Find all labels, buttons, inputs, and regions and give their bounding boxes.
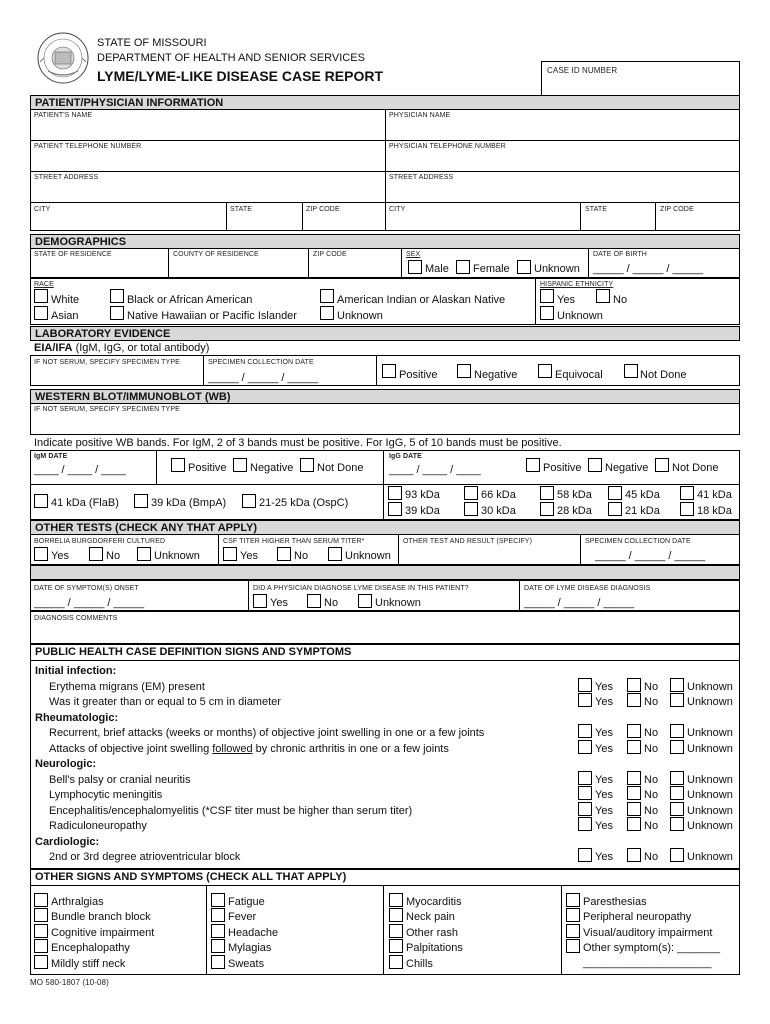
csf-label: CSF TITER HIGHER THAN SERUM TITER* xyxy=(223,538,365,545)
cognitive-checkbox[interactable] xyxy=(34,924,48,938)
igm-notdone-checkbox[interactable] xyxy=(300,458,314,472)
physician-zip-field[interactable]: ZIP CODE xyxy=(660,206,694,213)
igg-18kda-label: 18 kDa xyxy=(697,505,732,517)
race-asian-checkbox[interactable] xyxy=(34,306,48,320)
missouri-seal-icon xyxy=(36,31,90,85)
wb-specimen-type-label: IF NOT SERUM, SPECIFY SPECIMEN TYPE xyxy=(34,406,180,413)
rheum-attacks-label: Attacks of objective joint swelling followed by chronic arthritis in one or a few joints xyxy=(49,743,449,755)
igg-93kda-label: 93 kDa xyxy=(405,489,440,501)
eia-positive-label: Positive xyxy=(399,369,438,381)
radiculoneuropathy-label: Radiculoneuropathy xyxy=(49,820,147,832)
race-aian-label: American Indian or Alaskan Native xyxy=(337,294,506,306)
patient-zip-field[interactable]: ZIP CODE xyxy=(306,206,340,213)
igg-21kda-checkbox[interactable] xyxy=(608,502,622,516)
av-yes-checkbox[interactable] xyxy=(578,848,592,862)
igm-date-label: IgM DATE xyxy=(34,453,68,460)
lymph-unknown-checkbox[interactable] xyxy=(670,786,684,800)
em5-unknown-label: Unknown xyxy=(687,696,733,708)
em5-no-checkbox[interactable] xyxy=(627,693,641,707)
av-no-label: No xyxy=(644,851,659,863)
fatigue-label: Fatigue xyxy=(228,896,265,908)
rheum1-yes-checkbox[interactable] xyxy=(578,724,592,738)
igg-93kda-checkbox[interactable] xyxy=(388,486,402,500)
rheum2-no-label: No xyxy=(644,743,659,755)
arthralgias-checkbox[interactable] xyxy=(34,893,48,907)
bell-unknown-label: Unknown xyxy=(687,774,733,786)
signs-section-header: PUBLIC HEALTH CASE DEFINITION SIGNS AND SYMPTOMS xyxy=(35,646,352,658)
peripheral-neuropathy-checkbox[interactable] xyxy=(566,908,580,922)
myocarditis-label: Myocarditis xyxy=(406,896,462,908)
sex-label: SEX xyxy=(406,251,421,258)
radic-no-label: No xyxy=(644,820,659,832)
igg-39kda-label: 39 kDa xyxy=(405,505,440,517)
eia-specimen-type-field[interactable]: IF NOT SERUM, SPECIFY SPECIMEN TYPE xyxy=(34,359,180,366)
rheumatologic-heading: Rheumatologic: xyxy=(35,712,119,724)
diagnose-no-checkbox[interactable] xyxy=(307,594,321,608)
csf-no-label: No xyxy=(294,550,309,562)
diagnosis-date-blank[interactable]: _____ / _____ / _____ xyxy=(524,597,635,609)
borrelia-unknown-label: Unknown xyxy=(154,550,200,562)
visual-auditory-checkbox[interactable] xyxy=(566,924,580,938)
igg-41kda-checkbox[interactable] xyxy=(680,486,694,500)
chills-label: Chills xyxy=(406,958,433,970)
bundle-branch-checkbox[interactable] xyxy=(34,908,48,922)
patient-physician-section-header: PATIENT/PHYSICIAN INFORMATION xyxy=(30,95,740,110)
igg-45kda-label: 45 kDa xyxy=(625,489,660,501)
race-black-label: Black or African American xyxy=(127,294,253,306)
headache-label: Headache xyxy=(228,927,279,939)
borrelia-unknown-checkbox[interactable] xyxy=(137,547,151,561)
eia-equivocal-label: Equivocal xyxy=(555,369,603,381)
bell-yes-label: Yes xyxy=(595,774,613,786)
eia-collection-date-label: SPECIMEN COLLECTION DATE xyxy=(208,359,314,366)
stiff-neck-label: Mildly stiff neck xyxy=(51,958,126,970)
hispanic-label: HISPANIC ETHNICITY xyxy=(540,281,614,288)
diagnosis-comments-field[interactable] xyxy=(30,611,740,644)
em5-yes-checkbox[interactable] xyxy=(578,693,592,707)
demographics-zip-field[interactable]: ZIP CODE xyxy=(313,251,347,258)
enceph-yes-label: Yes xyxy=(595,805,613,817)
hispanic-unknown-label: Unknown xyxy=(557,310,603,322)
race-nhpi-label: Native Hawaiian or Pacific Islander xyxy=(127,310,297,322)
rheum-recurrent-label: Recurrent, brief attacks (weeks or months) of objective joint swelling in one or a few joints xyxy=(49,727,485,739)
onset-label: DATE OF SYMPTOM(S) ONSET xyxy=(34,585,139,592)
igg-notdone-label: Not Done xyxy=(672,462,719,474)
rheum2-unknown-label: Unknown xyxy=(687,743,733,755)
dob-label: DATE OF BIRTH xyxy=(593,251,647,258)
igm-negative-checkbox[interactable] xyxy=(233,458,247,472)
lymphocytic-meningitis-label: Lymphocytic meningitis xyxy=(49,789,163,801)
eia-equivocal-checkbox[interactable] xyxy=(538,364,552,378)
sweats-label: Sweats xyxy=(228,958,265,970)
sex-unknown-label: Unknown xyxy=(534,263,580,275)
neurologic-heading: Neurologic: xyxy=(35,758,97,770)
igg-41kda-label: 41 kDa xyxy=(697,489,732,501)
race-aian-checkbox[interactable] xyxy=(320,289,334,303)
sex-unknown-checkbox[interactable] xyxy=(517,260,531,274)
other-signs-section-header: OTHER SIGNS AND SYMPTOMS (CHECK ALL THAT APPLY) xyxy=(35,871,347,883)
enceph-unknown-checkbox[interactable] xyxy=(670,802,684,816)
igm-41kda-checkbox[interactable] xyxy=(34,494,48,508)
igg-28kda-checkbox[interactable] xyxy=(540,502,554,516)
rheum1-yes-label: Yes xyxy=(595,727,613,739)
borrelia-no-label: No xyxy=(106,550,121,562)
bell-no-label: No xyxy=(644,774,659,786)
igm-41kda-label: 41 kDa (FlaB) xyxy=(51,497,119,509)
laboratory-section-header: LABORATORY EVIDENCE xyxy=(30,326,740,341)
sweats-checkbox[interactable] xyxy=(211,955,225,969)
physician-city-field[interactable]: CITY xyxy=(389,206,406,213)
rheum1-no-label: No xyxy=(644,727,659,739)
av-block-label: 2nd or 3rd degree atrioventricular block xyxy=(49,851,241,863)
race-white-checkbox[interactable] xyxy=(34,289,48,303)
form-number: MO 580-1807 (10-08) xyxy=(30,978,109,987)
paresthesias-label: Paresthesias xyxy=(583,896,647,908)
diagnose-no-label: No xyxy=(324,597,339,609)
igg-58kda-label: 58 kDa xyxy=(557,489,592,501)
other-symptoms-checkbox[interactable] xyxy=(566,939,580,953)
race-asian-label: Asian xyxy=(51,310,79,322)
rheum1-unknown-label: Unknown xyxy=(687,727,733,739)
em5-unknown-checkbox[interactable] xyxy=(670,693,684,707)
igm-2125kda-label: 21-25 kDa (OspC) xyxy=(259,497,349,509)
lymph-yes-label: Yes xyxy=(595,789,613,801)
state-heading: STATE OF MISSOURI xyxy=(97,37,207,49)
igm-2125kda-checkbox[interactable] xyxy=(242,494,256,508)
initial-infection-heading: Initial infection: xyxy=(35,665,117,677)
race-unknown-checkbox[interactable] xyxy=(320,306,334,320)
borrelia-yes-label: Yes xyxy=(51,550,69,562)
av-unknown-label: Unknown xyxy=(687,851,733,863)
em-5cm-label: Was it greater than or equal to 5 cm in diameter xyxy=(49,696,281,708)
igg-45kda-checkbox[interactable] xyxy=(608,486,622,500)
county-field[interactable]: COUNTY OF RESIDENCE xyxy=(173,251,259,258)
other-symptoms-label: Other symptom(s): _______ xyxy=(583,942,720,954)
mylagias-checkbox[interactable] xyxy=(211,939,225,953)
em-unknown-checkbox[interactable] xyxy=(670,678,684,692)
hispanic-yes-label: Yes xyxy=(557,294,575,306)
borrelia-label: BORRELIA BURGDORFERI CULTURED xyxy=(34,538,166,545)
igg-date-blank[interactable]: ____ / ____ / ____ xyxy=(389,464,481,476)
patient-phone-field[interactable]: PATIENT TELEPHONE NUMBER xyxy=(34,143,142,150)
enceph-no-checkbox[interactable] xyxy=(627,802,641,816)
other-test-field[interactable]: OTHER TEST AND RESULT (SPECIFY) xyxy=(403,538,532,545)
diagnosis-date-label: DATE OF LYME DISEASE DIAGNOSIS xyxy=(524,585,651,592)
diagnose-unknown-checkbox[interactable] xyxy=(358,594,372,608)
mylagias-label: Mylagias xyxy=(228,942,272,954)
patient-name-field[interactable]: PATIENT'S NAME xyxy=(34,112,93,119)
physician-phone-field[interactable]: PHYSICIAN TELEPHONE NUMBER xyxy=(389,143,506,150)
rheum2-yes-checkbox[interactable] xyxy=(578,740,592,754)
diagnose-yes-label: Yes xyxy=(270,597,288,609)
eia-notdone-checkbox[interactable] xyxy=(624,364,638,378)
csf-unknown-checkbox[interactable] xyxy=(328,547,342,561)
arthralgias-label: Arthralgias xyxy=(51,896,104,908)
race-nhpi-checkbox[interactable] xyxy=(110,306,124,320)
em-yes-checkbox[interactable] xyxy=(578,678,592,692)
igg-66kda-label: 66 kDa xyxy=(481,489,516,501)
case-id-label: CASE ID NUMBER xyxy=(547,66,618,75)
bell-yes-checkbox[interactable] xyxy=(578,771,592,785)
em-yes-label: Yes xyxy=(595,681,613,693)
section-divider-bar xyxy=(30,565,740,580)
em-no-checkbox[interactable] xyxy=(627,678,641,692)
igm-negative-label: Negative xyxy=(250,462,294,474)
igm-notdone-label: Not Done xyxy=(317,462,364,474)
state-of-residence-field[interactable]: STATE OF RESIDENCE xyxy=(34,251,112,258)
diagnosis-comments-label: DIAGNOSIS COMMENTS xyxy=(34,615,118,622)
igg-30kda-label: 30 kDa xyxy=(481,505,516,517)
physician-diagnose-label: DID A PHYSICIAN DIAGNOSE LYME DISEASE IN THIS PATIENT? xyxy=(253,585,469,592)
eia-negative-checkbox[interactable] xyxy=(457,364,471,378)
em5-yes-label: Yes xyxy=(595,696,613,708)
av-yes-label: Yes xyxy=(595,851,613,863)
physician-state-field[interactable]: STATE xyxy=(585,206,608,213)
physician-street-field[interactable]: STREET ADDRESS xyxy=(389,174,454,181)
other-rash-checkbox[interactable] xyxy=(389,924,403,938)
form-title: LYME/LYME-LIKE DISEASE CASE REPORT xyxy=(97,68,384,84)
em-unknown-label: Unknown xyxy=(687,681,733,693)
igg-39kda-checkbox[interactable] xyxy=(388,502,402,516)
borrelia-yes-checkbox[interactable] xyxy=(34,547,48,561)
igg-21kda-label: 21 kDa xyxy=(625,505,660,517)
bell-unknown-checkbox[interactable] xyxy=(670,771,684,785)
dob-blank[interactable]: _____ / _____ / _____ xyxy=(593,263,704,275)
peripheral-neuropathy-label: Peripheral neuropathy xyxy=(583,911,692,923)
demographics-section-header: DEMOGRAPHICS xyxy=(30,234,740,249)
rheum2-yes-label: Yes xyxy=(595,743,613,755)
chills-checkbox[interactable] xyxy=(389,955,403,969)
wb-bands-note: Indicate positive WB bands. For IgM, 2 of 3 bands must be positive. For IgG, 5 of 10 bands must be positive. xyxy=(34,437,562,449)
fever-checkbox[interactable] xyxy=(211,908,225,922)
encephalopathy-label: Encephalopathy xyxy=(51,942,130,954)
lymph-unknown-label: Unknown xyxy=(687,789,733,801)
other-tests-section-header: OTHER TESTS (CHECK ANY THAT APPLY) xyxy=(30,520,740,535)
radic-yes-checkbox[interactable] xyxy=(578,817,592,831)
hispanic-no-label: No xyxy=(613,294,628,306)
western-blot-section-header: WESTERN BLOT/IMMUNOBLOT (WB) xyxy=(30,389,740,404)
eia-heading: EIA/IFA (IgM, IgG, or total antibody) xyxy=(34,342,210,354)
sex-female-label: Female xyxy=(473,263,510,275)
fever-label: Fever xyxy=(228,911,257,923)
race-label: RACE xyxy=(34,281,54,288)
neck-pain-checkbox[interactable] xyxy=(389,908,403,922)
csf-yes-label: Yes xyxy=(240,550,258,562)
palpitations-checkbox[interactable] xyxy=(389,939,403,953)
enceph-unknown-label: Unknown xyxy=(687,805,733,817)
other-symptoms-blank[interactable]: _____________________ xyxy=(583,957,712,969)
lymph-yes-checkbox[interactable] xyxy=(578,786,592,800)
patient-city-field[interactable]: CITY xyxy=(34,206,51,213)
igg-66kda-checkbox[interactable] xyxy=(464,486,478,500)
igm-positive-checkbox[interactable] xyxy=(171,458,185,472)
eia-collection-date-blank[interactable]: _____ / _____ / _____ xyxy=(208,372,319,384)
radic-no-checkbox[interactable] xyxy=(627,817,641,831)
bundle-branch-label: Bundle branch block xyxy=(51,911,151,923)
igm-date-blank[interactable]: ____ / ____ / ____ xyxy=(34,464,126,476)
igg-date-label: IgG DATE xyxy=(389,453,422,460)
headache-checkbox[interactable] xyxy=(211,924,225,938)
physician-name-field[interactable]: PHYSICIAN NAME xyxy=(389,112,451,119)
cognitive-label: Cognitive impairment xyxy=(51,927,155,939)
eia-notdone-label: Not Done xyxy=(640,369,687,381)
bell-no-checkbox[interactable] xyxy=(627,771,641,785)
fatigue-checkbox[interactable] xyxy=(211,893,225,907)
encephalitis-label: Encephalitis/encephalomyelitis (*CSF titer must be higher than serum titer) xyxy=(49,805,413,817)
bells-palsy-label: Bell's palsy or cranial neuritis xyxy=(49,774,191,786)
em5-no-label: No xyxy=(644,696,659,708)
csf-unknown-label: Unknown xyxy=(345,550,391,562)
igg-28kda-label: 28 kDa xyxy=(557,505,592,517)
av-no-checkbox[interactable] xyxy=(627,848,641,862)
sex-male-checkbox[interactable] xyxy=(408,260,422,274)
eia-positive-checkbox[interactable] xyxy=(382,364,396,378)
csf-yes-checkbox[interactable] xyxy=(223,547,237,561)
igg-positive-label: Positive xyxy=(543,462,582,474)
igg-18kda-checkbox[interactable] xyxy=(680,502,694,516)
neck-pain-label: Neck pain xyxy=(406,911,455,923)
sex-female-checkbox[interactable] xyxy=(456,260,470,274)
rheum2-no-checkbox[interactable] xyxy=(627,740,641,754)
myocarditis-checkbox[interactable] xyxy=(389,893,403,907)
hispanic-yes-checkbox[interactable] xyxy=(540,289,554,303)
rheum1-no-checkbox[interactable] xyxy=(627,724,641,738)
department-heading: DEPARTMENT OF HEALTH AND SENIOR SERVICES xyxy=(97,52,365,64)
em-present-label: Erythema migrans (EM) present xyxy=(49,681,205,693)
visual-auditory-label: Visual/auditory impairment xyxy=(583,927,713,939)
igm-positive-label: Positive xyxy=(188,462,227,474)
rheum1-unknown-checkbox[interactable] xyxy=(670,724,684,738)
enceph-yes-checkbox[interactable] xyxy=(578,802,592,816)
eia-negative-label: Negative xyxy=(474,369,518,381)
em-no-label: No xyxy=(644,681,659,693)
igm-39kda-checkbox[interactable] xyxy=(134,494,148,508)
av-unknown-checkbox[interactable] xyxy=(670,848,684,862)
hispanic-unknown-checkbox[interactable] xyxy=(540,306,554,320)
sex-male-label: Male xyxy=(425,263,449,275)
borrelia-no-checkbox[interactable] xyxy=(89,547,103,561)
palpitations-label: Palpitations xyxy=(406,942,463,954)
igg-negative-checkbox[interactable] xyxy=(588,458,602,472)
hispanic-no-checkbox[interactable] xyxy=(596,289,610,303)
race-white-label: White xyxy=(51,294,80,306)
rheum2-unknown-checkbox[interactable] xyxy=(670,740,684,754)
patient-state-field[interactable]: STATE xyxy=(230,206,253,213)
encephalopathy-checkbox[interactable] xyxy=(34,939,48,953)
igg-negative-label: Negative xyxy=(605,462,649,474)
igg-58kda-checkbox[interactable] xyxy=(540,486,554,500)
lymph-no-label: No xyxy=(644,789,659,801)
diagnose-unknown-label: Unknown xyxy=(375,597,421,609)
igm-39kda-label: 39 kDa (BmpA) xyxy=(151,497,227,509)
igg-30kda-checkbox[interactable] xyxy=(464,502,478,516)
onset-date-blank[interactable]: _____ / _____ / _____ xyxy=(34,597,145,609)
igg-positive-checkbox[interactable] xyxy=(526,458,540,472)
radic-unknown-checkbox[interactable] xyxy=(670,817,684,831)
csf-no-checkbox[interactable] xyxy=(277,547,291,561)
cardiologic-heading: Cardiologic: xyxy=(35,836,100,848)
radic-yes-label: Yes xyxy=(595,820,613,832)
race-black-checkbox[interactable] xyxy=(110,289,124,303)
igg-notdone-checkbox[interactable] xyxy=(655,458,669,472)
stiff-neck-checkbox[interactable] xyxy=(34,955,48,969)
other-spec-date-label: SPECIMEN COLLECTION DATE xyxy=(585,538,691,545)
other-rash-label: Other rash xyxy=(406,927,458,939)
enceph-no-label: No xyxy=(644,805,659,817)
race-unknown-label: Unknown xyxy=(337,310,383,322)
diagnose-yes-checkbox[interactable] xyxy=(253,594,267,608)
paresthesias-checkbox[interactable] xyxy=(566,893,580,907)
patient-street-field[interactable]: STREET ADDRESS xyxy=(34,174,99,181)
radic-unknown-label: Unknown xyxy=(687,820,733,832)
other-spec-date-blank[interactable]: _____ / _____ / _____ xyxy=(595,550,706,562)
lymph-no-checkbox[interactable] xyxy=(627,786,641,800)
